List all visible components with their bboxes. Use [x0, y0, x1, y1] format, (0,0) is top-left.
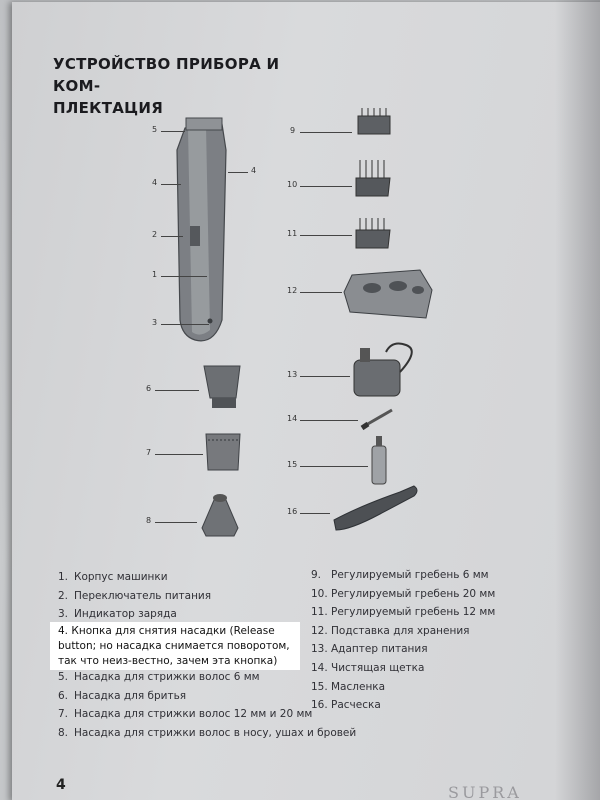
leader-2: [161, 236, 183, 237]
callout-11: 11: [287, 229, 298, 238]
callout-9: 9: [290, 126, 296, 135]
leader-9: [300, 132, 352, 133]
legend-item: 1. Корпус машинки: [58, 571, 168, 583]
callout-15: 15: [287, 460, 298, 469]
legend-item: 3. Индикатор заряда: [58, 608, 177, 621]
callout-1: 1: [152, 270, 158, 279]
legend-item: 15. Масленка: [311, 680, 386, 693]
leader-6: [155, 390, 199, 391]
nose-trimmer-head-drawing: [202, 494, 238, 536]
trimmer-body-drawing: [177, 118, 226, 341]
legend-item: 6. Насадка для бритья: [58, 689, 187, 702]
leader-13: [300, 376, 350, 377]
parts-legend-left: [58, 568, 211, 624]
leader-1: [161, 276, 207, 277]
callout-6: 6: [146, 384, 152, 393]
leader-8: [155, 522, 197, 523]
highlighted-legend-item: [50, 622, 300, 670]
callout-5: 5: [152, 125, 158, 134]
leader-12: [300, 292, 342, 293]
shaver-head-drawing: [204, 366, 240, 408]
leader-7: [155, 454, 203, 455]
leader-15: [300, 466, 368, 467]
legend-item: 5. Насадка для стрижки волос 6 мм: [58, 671, 260, 683]
legend-item: 8. Насадка для стрижки волос в носу, ушах и бровей: [58, 726, 357, 739]
callout-10: 10: [287, 180, 298, 189]
callout-16: 16: [287, 507, 298, 516]
leader-3: [161, 324, 209, 325]
comb-12mm-drawing: [356, 218, 390, 248]
legend-item: 14. Чистящая щетка: [311, 661, 425, 674]
callout-2: 2: [152, 230, 158, 239]
power-adapter-drawing: [354, 344, 412, 396]
legend-item: 9. Регулируемый гребень 6 мм: [311, 569, 489, 581]
page-number: 4: [56, 777, 66, 793]
callout-12: 12: [287, 286, 298, 295]
section-title-line-1: УСТРОЙСТВО ПРИБОРА И КОМ-: [53, 55, 280, 95]
callout-4-right: 4: [251, 166, 257, 175]
callout-3: 3: [152, 318, 158, 327]
comb-20mm-drawing: [356, 160, 390, 196]
legend-item: 11. Регулируемый гребень 12 мм: [311, 606, 496, 619]
highlight-text: Кнопка для снятия насадки (Release button; но насадка снимается поворотом, так что неиз-вестно, зачем эта кнопка): [58, 625, 290, 667]
leader-11: [300, 235, 352, 236]
oil-bottle-drawing: [372, 436, 386, 484]
leader-5: [161, 131, 185, 132]
styling-comb-drawing: [334, 486, 417, 530]
legend-item: 16. Расческа: [311, 699, 381, 712]
legend-item: 7. Насадка для стрижки волос 12 мм и 20 мм: [58, 708, 313, 721]
leader-4-left: [161, 184, 181, 185]
trimmer-head-drawing: [206, 434, 240, 470]
parts-legend-right: [311, 566, 495, 715]
callout-7: 7: [146, 448, 152, 457]
comb-6mm-drawing: [358, 108, 390, 134]
section-title-line-2: ПЛЕКТАЦИЯ: [53, 99, 164, 117]
leader-16: [300, 513, 330, 514]
leader-10: [300, 186, 352, 187]
legend-item: 13. Адаптер питания: [311, 643, 428, 656]
cleaning-brush-drawing: [362, 410, 392, 428]
leader-4-right: [228, 172, 248, 173]
callout-14: 14: [287, 414, 298, 423]
callout-8: 8: [146, 516, 152, 525]
legend-item: 10. Регулируемый гребень 20 мм: [311, 587, 496, 600]
leader-14: [300, 420, 358, 421]
callout-13: 13: [287, 370, 298, 379]
callout-4-left: 4: [152, 178, 158, 187]
legend-item: 12. Подставка для хранения: [311, 624, 470, 637]
brand-logo: SUPRA: [448, 783, 522, 800]
storage-stand-drawing: [344, 270, 432, 318]
highlight-number: 4.: [58, 625, 69, 637]
legend-item: 2. Переключатель питания: [58, 589, 212, 602]
